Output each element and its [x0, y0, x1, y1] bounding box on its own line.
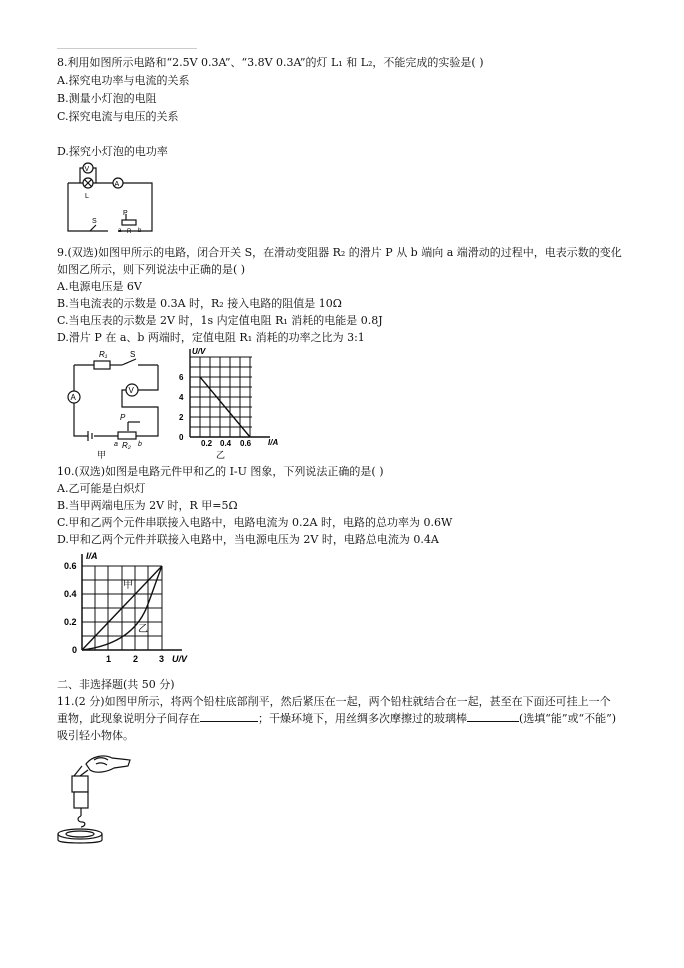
q8-end-b-label: b [138, 228, 142, 234]
q9-stem-line2: 如图乙所示，则下列说法中正确的是( ) [57, 263, 246, 276]
q10-ytick-0.6: 0.6 [64, 561, 77, 571]
q9-voltmeter-label: V [128, 386, 134, 395]
q8-end-a-label: a [118, 228, 122, 234]
q9-ytick-6: 6 [179, 373, 184, 382]
q9-graph-yi [172, 345, 292, 460]
q11-blank-1[interactable] [200, 710, 258, 722]
q11-line2-part2: ；干燥环境下，用丝绸多次摩擦过的玻璃棒 [258, 712, 467, 725]
q10-iu-graph [60, 546, 220, 668]
q8-voltmeter-label: V [84, 166, 90, 173]
q10-ytick-0.4: 0.4 [64, 589, 77, 599]
q8-lamp-label: L [85, 193, 89, 200]
q8-stem: 8.利用如图所示电路和“2.5V 0.3A”、“3.8V 0.3A”的灯 L₁ 和 L₂，不能完成的实验是( ) [57, 56, 484, 69]
q11-line2-part3: (选填“能”或“不能”) [519, 712, 617, 725]
q8-option-d: D.探究小灯泡的电功率 [57, 145, 168, 158]
q9-end-a-label: a [114, 441, 118, 448]
q11-line2 [57, 710, 637, 727]
q9-option-c: C.当电压表的示数是 2V 时，1s 内定值电阻 R₁ 消耗的电能是 0.8J [57, 314, 383, 327]
q10-ytick-0.2: 0.2 [64, 617, 77, 627]
section-heading: 二、非选择题(共 50 分) [57, 678, 175, 691]
q9-caption-yi: 乙 [216, 450, 226, 460]
q11-line1: 11.(2 分)如图甲所示，将两个铅柱底部削平，然后紧压在一起，两个铅柱就结合在一起，甚至在下面还可挂上一个 [57, 695, 611, 708]
q11-paragraph [57, 693, 637, 744]
q10-ytick-0: 0 [72, 645, 78, 655]
q9-slider-label: P [120, 413, 126, 422]
q8-option-a: A.探究电功率与电流的关系 [57, 74, 190, 87]
q8-slider-label: P [123, 210, 128, 217]
q9-stem-line1: 9.(双选)如图甲所示的电路，闭合开关 S，在滑动变阻器 R₂ 的滑片 P 从 b 端向 a 端滑动的过程中，电表示数的变化 [57, 246, 622, 259]
header-rule [57, 48, 197, 49]
q10-xtick-3: 3 [159, 654, 165, 664]
q10-option-b: B.当甲两端电压为 2V 时，R 甲=5Ω [57, 499, 238, 512]
q9-option-a: A.电源电压是 6V [57, 280, 142, 293]
q8-circuit-figure [60, 160, 160, 240]
q10-option-a: A.乙可能是白炽灯 [57, 482, 146, 495]
q10-graph-xlabel: U/V [172, 654, 188, 664]
q9-switch-label: S [130, 350, 136, 359]
q9-xtick-0.6: 0.6 [240, 439, 252, 448]
q9-ytick-2: 2 [179, 413, 184, 422]
q9-option-b: B.当电流表的示数是 0.3A 时，R₂ 接入电路的阻值是 10Ω [57, 297, 342, 310]
q10-xtick-1: 1 [106, 654, 112, 664]
q8-ammeter-label: A [114, 181, 120, 188]
q8-switch-label: S [92, 218, 97, 225]
q9-xtick-0.2: 0.2 [201, 439, 213, 448]
q10-stem: 10.(双选)如图是电路元件甲和乙的 I-U 图象，下列说法正确的是( ) [57, 465, 384, 478]
q9-r1-label: R₁ [99, 350, 108, 359]
q10-option-d: D.甲和乙两个元件并联接入电路中，当电源电压为 2V 时，电路总电流为 0.4A [57, 533, 439, 546]
q11-blank-2[interactable] [467, 710, 519, 722]
q8-rheostat-label: R [127, 229, 132, 235]
q9-circuit-figure-jia [62, 345, 172, 460]
q11-line2-part1: 重物，此现象说明分子间存在 [57, 712, 200, 725]
q9-graph-ylabel: U/V [192, 347, 206, 356]
q11-lead-cylinder-figure [52, 752, 152, 852]
q9-r2-label: R₂ [122, 441, 131, 450]
q10-graph-ylabel: I/A [86, 551, 98, 561]
q9-ytick-4: 4 [179, 393, 184, 402]
q8-option-c: C.探究电流与电压的关系 [57, 110, 179, 123]
q10-label-yi: 乙 [138, 624, 148, 635]
q11-line3: 吸引轻小物体。 [57, 729, 134, 742]
q9-xtick-0.4: 0.4 [220, 439, 232, 448]
q9-caption-jia: 甲 [97, 450, 107, 460]
q8-option-b: B.测量小灯泡的电阻 [57, 92, 157, 105]
q9-ytick-0: 0 [179, 433, 184, 442]
q10-label-jia: 甲 [123, 580, 133, 591]
q9-graph-xlabel: I/A [268, 438, 279, 447]
q10-option-c: C.甲和乙两个元件串联接入电路中，电路电流为 0.2A 时，电路的总功率为 0.6W [57, 516, 453, 529]
q9-option-d: D.滑片 P 在 a、b 两端时，定值电阻 R₁ 消耗的功率之比为 3:1 [57, 331, 365, 344]
q10-xtick-2: 2 [133, 654, 139, 664]
q9-end-b-label: b [138, 441, 142, 448]
q9-ammeter-label: A [70, 393, 76, 402]
